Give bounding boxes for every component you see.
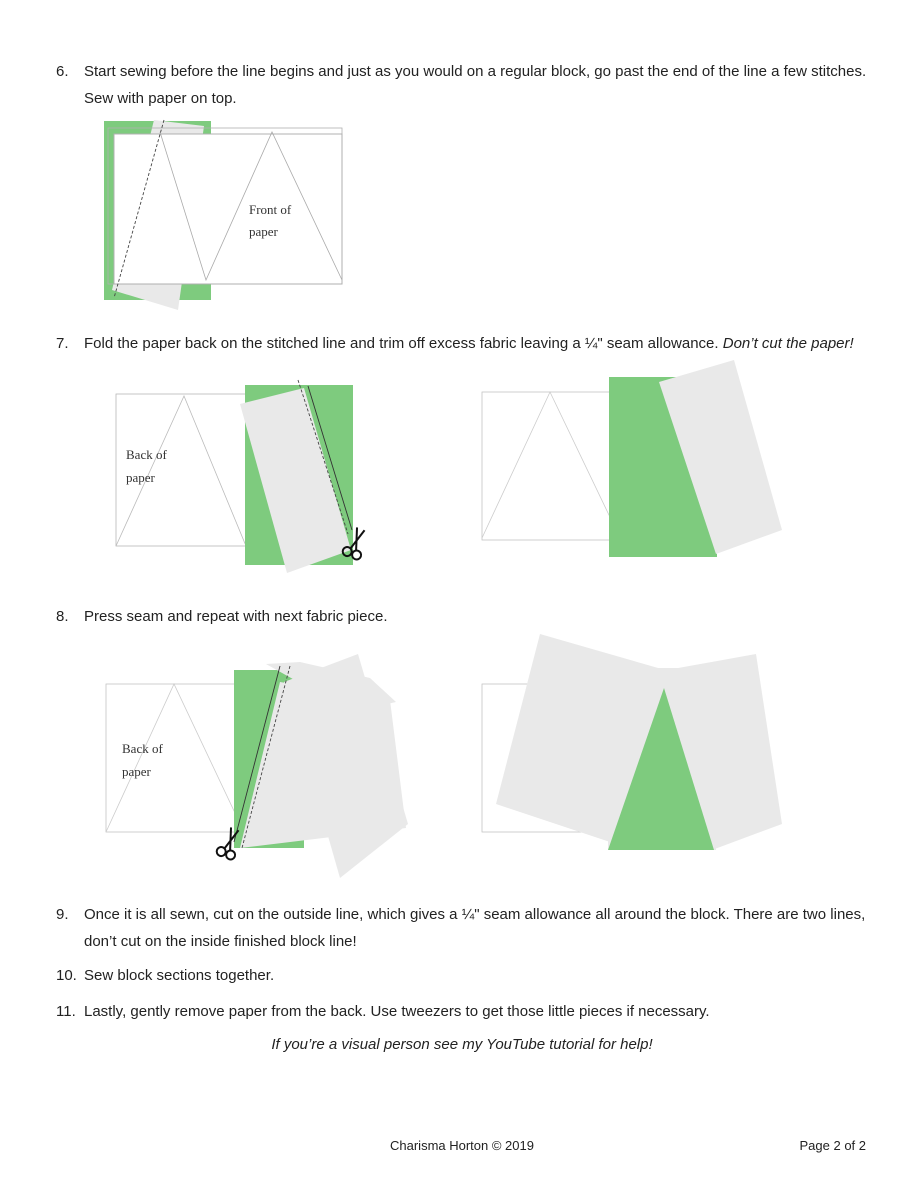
step-text: Lastly, gently remove paper from the back. Use tweezers to get those little pieces if necessary. <box>84 1003 710 1020</box>
step-number: 8. <box>56 608 69 625</box>
footer-page-number: Page 2 of 2 <box>799 1138 866 1153</box>
emphasis-text: Don’t cut the paper! <box>722 335 854 352</box>
step-7 <box>56 330 876 357</box>
figure-step-8-right <box>476 632 786 854</box>
step-text: Sew block sections together. <box>84 967 275 984</box>
step-8 <box>56 603 876 630</box>
figure-step-6 <box>100 118 350 304</box>
step-number: 7. <box>56 335 69 352</box>
figure-label: paper <box>126 470 155 485</box>
footer-author: Charisma Horton © 2019 <box>390 1138 534 1153</box>
step-text: Press seam and repeat with next fabric piece. <box>84 608 388 625</box>
step-6 <box>56 58 876 112</box>
step-text: Fold the paper back on the stitched line and trim off excess fabric leaving a ¼" seam allowance. Don’t cut the paper! <box>84 335 854 352</box>
step-number: 6. <box>56 63 69 80</box>
step-11 <box>56 998 876 1025</box>
figure-step-8-left <box>100 652 420 882</box>
figure-label: Back of <box>126 447 167 462</box>
step-text: Start sewing before the line begins and just as you would on a regular block, go past the end of the line a few stitches. Sew with paper on top. <box>84 63 867 107</box>
paper-outline <box>114 134 342 284</box>
figure-label: paper <box>122 764 151 779</box>
step-text: Once it is all sewn, cut on the outside line, which gives a ¼" seam allowance all around the block. There are two lines, don’t cut on the inside finished block line! <box>84 906 866 950</box>
figure-label: Back of <box>122 741 163 756</box>
tutorial-note: If you’re a visual person see my YouTube tutorial for help! <box>271 1036 653 1053</box>
step-10 <box>56 962 876 989</box>
figure-label: Front of <box>249 202 292 217</box>
figure-step-7-right <box>476 360 786 560</box>
step-number: 10. <box>56 967 77 984</box>
figure-step-7-left <box>110 378 390 578</box>
step-9 <box>56 901 876 955</box>
step-number: 9. <box>56 906 69 923</box>
figure-label: paper <box>249 224 278 239</box>
step-number: 11. <box>56 1003 76 1020</box>
